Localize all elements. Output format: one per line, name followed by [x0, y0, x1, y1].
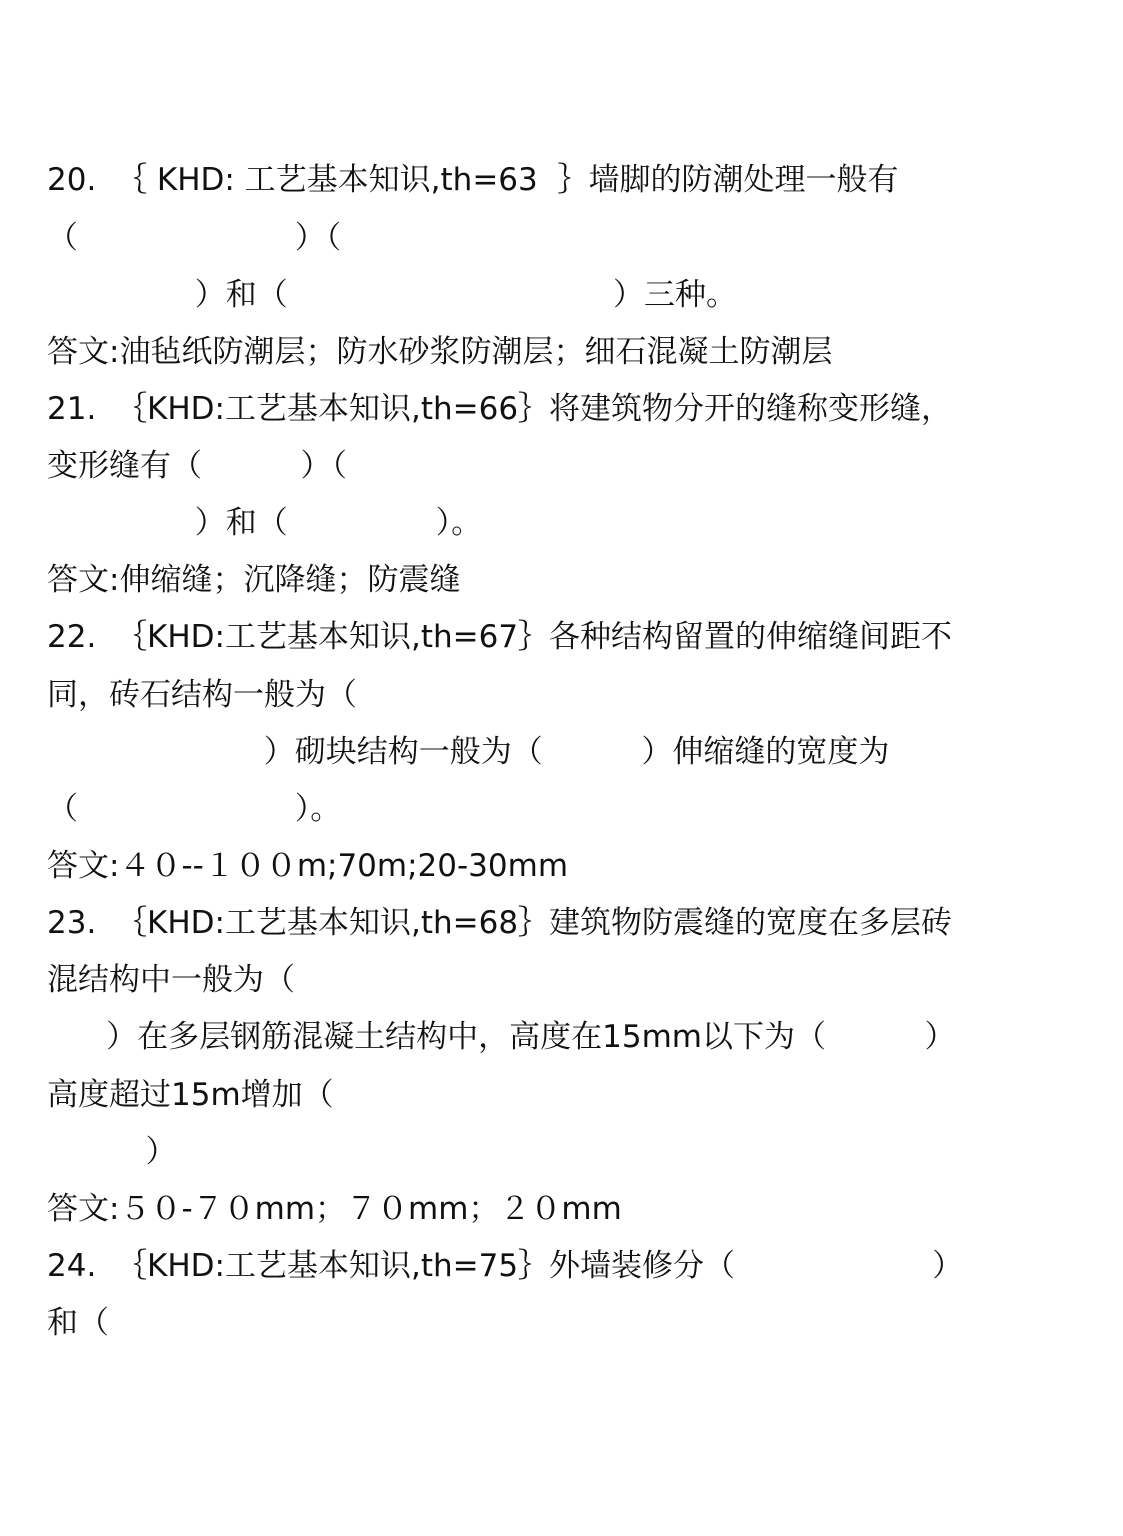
question-22-line-3: ）砌块结构一般为（ ）伸缩缝的宽度为 [47, 734, 890, 770]
question-20-line-3: ）和（ ）三种。 [47, 277, 737, 313]
question-22-line-1: 22. ｛KHD:工艺基本知识,th=67｝各种结构留置的伸缩缝间距不 [47, 619, 953, 655]
answer-22: 答文:４０--１００m;70m;20-30mm [47, 848, 569, 884]
question-21-line-3: ）和（ ）。 [47, 505, 483, 541]
question-21-line-1: 21. ｛KHD:工艺基本知识,th=66｝将建筑物分开的缝称变形缝， [47, 391, 953, 427]
question-22-line-4: （ ）。 [47, 791, 342, 827]
answer-23: 答文:５０-７０mm；７０mm；２０mm [47, 1191, 622, 1227]
question-23-line-3: ）在多层钢筋混凝土结构中，高度在15mm以下为（ ） [47, 1019, 956, 1055]
question-23-line-5: ） [47, 1134, 177, 1170]
question-23-line-1: 23. ｛KHD:工艺基本知识,th=68｝建筑物防震缝的宽度在多层砖 [47, 905, 953, 941]
question-24-line-1: 24. ｛KHD:工艺基本知识,th=75｝外墙装修分（ ） [47, 1248, 964, 1284]
answer-21: 答文:伸缩缝；沉降缝；防震缝 [47, 562, 461, 598]
question-21-line-2: 变形缝有（ ）（ [47, 448, 348, 484]
question-20-line-1: 20. ｛ KHD: 工艺基本知识,th=63 ｝墙脚的防潮处理一般有 [47, 162, 899, 198]
question-23-line-4: 高度超过15m增加（ [47, 1077, 334, 1113]
answer-20: 答文:油毡纸防潮层；防水砂浆防潮层；细石混凝土防潮层 [47, 334, 833, 370]
question-23-line-2: 混结构中一般为（ [47, 962, 295, 998]
question-24-line-2: 和（ [47, 1305, 109, 1341]
question-20-line-2: （ ）（ [47, 220, 342, 256]
question-22-line-2: 同，砖石结构一般为（ [47, 677, 357, 713]
